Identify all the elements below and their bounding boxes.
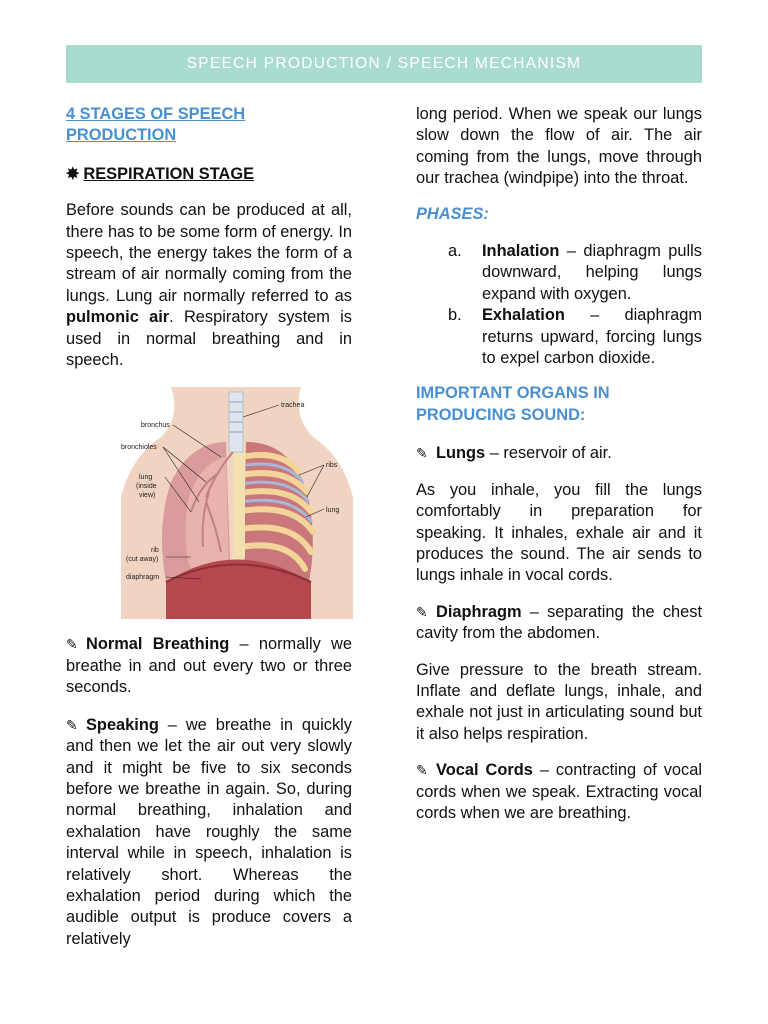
speaking-text: – we breathe in quickly and then we let the air out very slowly and it might be five to six seconds before we breathe in again. So, during normal breathing, inhalation and exhalation have roughly the same interval while in speech, inhalation is relatively short. Whereas the exhalation period during which the audible output is produce covers a relatively: [66, 715, 352, 948]
list-item: [416, 241, 702, 305]
speaking-title: Speaking: [86, 715, 159, 734]
list-marker: a.: [448, 242, 462, 261]
vocal-cords-text: – contracting of vocal cords when we speak. Extracting vocal cords when we are breathing.: [416, 761, 702, 822]
pencil-icon: ✎: [66, 716, 78, 733]
star-burst-icon: ✸: [66, 165, 80, 183]
organs-title: IMPORTANT ORGANS IN PRODUCING SOUND:: [416, 384, 610, 424]
stages-heading-link[interactable]: 4 STAGES OF SPEECH PRODUCTION: [66, 105, 246, 145]
intro-paragraph: [66, 200, 352, 371]
left-column: [66, 104, 352, 950]
lungs-item: [416, 443, 702, 464]
lungs-text: – reservoir of air.: [485, 444, 612, 463]
label-bronchus: bronchus: [141, 422, 170, 430]
diaphragm-text: – separating the chest cavity from the abdomen.: [416, 602, 702, 643]
label-trachea: trachea: [281, 402, 305, 410]
stage-title-text: RESPIRATION STAGE: [83, 164, 255, 183]
intro-text-1: Before sounds can be produced at all, there has to be some form of energy. In speech, the energy takes the form of a stream of air normally coming from the lungs. Lung air normally referred to as: [66, 201, 352, 305]
label-bronchioles: bronchioles: [121, 444, 157, 452]
vocal-cords-title: Vocal Cords: [436, 761, 533, 780]
page-banner: [66, 45, 702, 83]
phase-text: – diaphragm returns upward, forcing lungs to expel carbon dioxide.: [482, 306, 702, 368]
label-diaphragm: diaphragm: [126, 574, 160, 582]
label-lung: lung: [326, 507, 340, 515]
lungs-title: Lungs: [436, 444, 486, 463]
intro-text-2: . Respiratory system is used in normal breathing and in speech.: [66, 308, 353, 370]
phase-term: Exhalation: [482, 306, 565, 325]
diaphragm-item: [416, 602, 702, 645]
pencil-icon: ✎: [416, 762, 428, 779]
banner-title: SPEECH PRODUCTION / SPEECH MECHANISM: [186, 55, 582, 72]
normal-breathing-text: – normally we breathe in and out every two or three seconds.: [66, 635, 352, 697]
normal-breathing-title: Normal Breathing: [86, 635, 230, 654]
speaking-item: [66, 715, 352, 950]
lungs-illustration: [121, 387, 353, 619]
label-ribs: ribs: [326, 462, 338, 470]
pencil-icon: ✎: [66, 636, 78, 653]
label-lung-inside: lung: [139, 474, 153, 482]
list-marker: b.: [448, 306, 462, 325]
vocal-cords-item: [416, 760, 702, 824]
lungs-paragraph: As you inhale, you fill the lungs comfortably in preparation for speaking. It inhales, exhale air and it produces the sound. The air sends to lungs inhale in vocal cords.: [416, 480, 702, 585]
phases-title: PHASES:: [416, 204, 489, 223]
pencil-icon: ✎: [416, 445, 428, 462]
svg-text:view): view): [139, 492, 156, 500]
respiration-stage-title: [66, 164, 352, 185]
continuation-paragraph: long period. When we speak our lungs slow down the flow of air. The air coming from the lungs, move through our trachea (windpipe) into the throat.: [416, 105, 702, 188]
diaphragm-title: Diaphragm: [436, 602, 522, 621]
svg-text:(cut away): (cut away): [126, 556, 159, 564]
list-item: [416, 305, 702, 369]
diaphragm-paragraph: Give pressure to the breath stream. Inflate and deflate lungs, inhale, and exhale not just in articulating sound but it also helps respiration.: [416, 660, 702, 743]
respiratory-system-figure: [121, 387, 353, 619]
label-rib-cut: rib: [151, 547, 159, 555]
normal-breathing-item: [66, 634, 352, 698]
svg-text:(inside: (inside: [136, 483, 157, 491]
pencil-icon: ✎: [416, 603, 428, 620]
phases-list: [416, 241, 702, 369]
phase-text: – diaphragm pulls downward, helping lungs expand with oxygen.: [482, 242, 702, 303]
intro-bold: pulmonic air: [66, 308, 170, 327]
right-column: [416, 104, 702, 824]
phase-term: Inhalation: [482, 242, 560, 261]
